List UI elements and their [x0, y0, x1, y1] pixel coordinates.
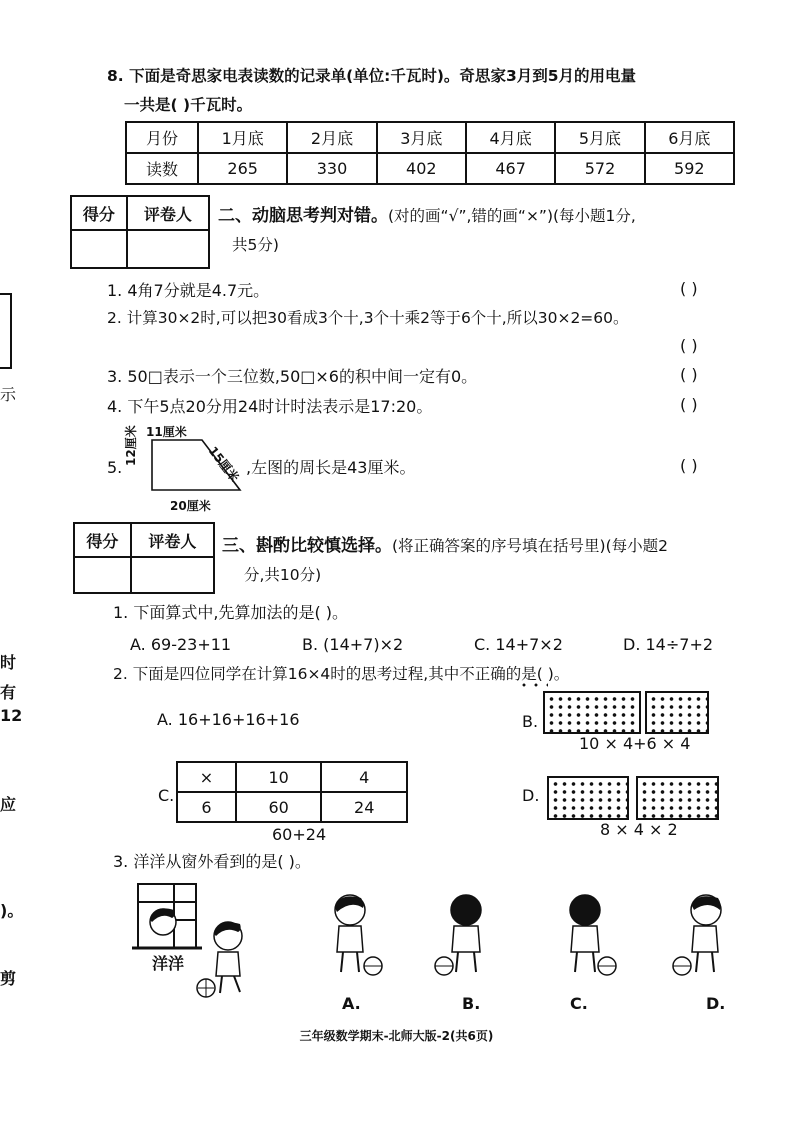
- section3-instruction: (将正确答案的序号填在括号里)(每小题2: [392, 537, 669, 555]
- table-cell: 2月底: [287, 122, 376, 153]
- emphasis-dots: [518, 683, 548, 687]
- margin-char: 剪: [0, 969, 17, 988]
- boy-leg: [474, 952, 476, 972]
- judge-paren-3[interactable]: ( ): [680, 365, 698, 384]
- margin-char: 应: [0, 795, 17, 814]
- judge-item-2: 2. 计算30×2时,可以把30看成3个十,3个十乘2等于6个十,所以30×2=60。: [107, 309, 629, 327]
- table-row: [126, 122, 734, 153]
- score-box: [70, 195, 210, 269]
- section2-instruction: (对的画“√”,错的画“×”)(每小题1分,: [388, 207, 636, 225]
- dot-array-right: [645, 691, 709, 734]
- table-cell: 读数: [126, 153, 198, 184]
- choice-q2-option-b-caption: 10 × 4+6 × 4: [579, 734, 691, 753]
- judge-paren-2[interactable]: ( ): [680, 336, 698, 355]
- boy-leg: [696, 952, 698, 972]
- score-label: 得分: [74, 523, 131, 557]
- choice-q1-option-d[interactable]: D. 14÷7+2: [623, 635, 714, 654]
- page-footer: 三年级数学期末-北师大版-2(共6页): [299, 1029, 494, 1043]
- choice-q2-option-c-caption: 60+24: [272, 825, 327, 844]
- judge-paren-5[interactable]: ( ): [680, 456, 698, 475]
- margin-char: 12: [0, 706, 23, 725]
- choice-q2-option-a[interactable]: A. 16+16+16+16: [157, 710, 300, 729]
- table-cell: 592: [645, 153, 734, 184]
- section2-instruction2: 共5分): [232, 236, 279, 254]
- multiplication-grid: [176, 761, 408, 823]
- section3-title: 三、斟酌比较慎选择。: [222, 536, 392, 556]
- table-cell: 月份: [126, 122, 198, 153]
- choice-q1-option-b[interactable]: B. (14+7)×2: [302, 635, 404, 654]
- view-option-d[interactable]: D.: [706, 994, 726, 1013]
- boy-body: [571, 926, 599, 952]
- view-option-c-figure: [555, 890, 625, 980]
- boy-leg: [593, 952, 595, 972]
- table-cell: 402: [377, 153, 466, 184]
- boy-leg: [357, 952, 359, 972]
- trapezoid-bottom-label: 20厘米: [170, 499, 211, 513]
- trapezoid-left-label: 12厘米: [124, 425, 138, 466]
- grid-cell: 6: [177, 792, 236, 822]
- view-option-a-figure: [317, 890, 387, 980]
- score-cell: [74, 557, 131, 593]
- view-option-a[interactable]: A.: [342, 994, 361, 1013]
- grid-cell: ×: [177, 762, 236, 792]
- margin-char: 时: [0, 653, 17, 672]
- boy-head-back: [451, 895, 481, 925]
- table-cell: 265: [198, 153, 287, 184]
- view-option-b-figure: [430, 890, 500, 980]
- boy-leg: [220, 976, 222, 993]
- boy-body: [337, 926, 363, 952]
- section3-instruction2: 分,共10分): [244, 566, 322, 584]
- grader-cell: [127, 230, 209, 268]
- window-boy-illustration: [128, 878, 268, 1003]
- score-cell: [71, 230, 127, 268]
- choice-q1-option-c[interactable]: C. 14+7×2: [474, 635, 563, 654]
- judge-item-5: ,左图的周长是43厘米。: [246, 458, 416, 477]
- choice-q1-stem: 1. 下面算式中,先算加法的是( )。: [113, 603, 349, 622]
- grid-cell: 4: [321, 762, 407, 792]
- margin-char: 有: [0, 683, 17, 702]
- margin-box: [0, 293, 12, 369]
- view-option-b[interactable]: B.: [462, 994, 481, 1013]
- dot-array-left: [547, 776, 629, 820]
- boy-body: [216, 952, 240, 976]
- view-option-d-figure: [668, 890, 738, 980]
- q8-line1: 8. 下面是奇思家电表读数的记录单(单位:千瓦时)。奇思家3月到5月的用电量: [107, 67, 637, 85]
- table-cell: 3月底: [377, 122, 466, 153]
- judge-item-5-number: 5.: [107, 458, 123, 477]
- boy-leg: [341, 952, 343, 972]
- table-cell: 572: [555, 153, 644, 184]
- grader-label: 评卷人: [127, 196, 209, 230]
- grid-cell: 60: [236, 792, 322, 822]
- table-row: [126, 153, 734, 184]
- section2-title: 二、动脑思考判对错。: [218, 206, 388, 226]
- dot-array-right: [636, 776, 719, 820]
- table-cell: 6月底: [645, 122, 734, 153]
- table-cell: 4月底: [466, 122, 555, 153]
- margin-char: )。: [0, 901, 24, 920]
- table-cell: 1月底: [198, 122, 287, 153]
- view-option-c[interactable]: C.: [570, 994, 588, 1013]
- q8-line2: 一共是( )千瓦时。: [124, 96, 253, 114]
- score-label: 得分: [71, 196, 127, 230]
- judge-paren-1[interactable]: ( ): [680, 279, 698, 298]
- reading-table: [125, 121, 735, 185]
- grader-cell: [131, 557, 214, 593]
- boy-body: [452, 926, 480, 952]
- choice-q2-option-d-caption: 8 × 4 × 2: [600, 820, 678, 839]
- table-cell: 5月底: [555, 122, 644, 153]
- choice-q2-stem: 2. 下面是四位同学在计算16×4时的思考过程,其中不正确的是( )。: [113, 665, 570, 683]
- boy-head-back: [570, 895, 600, 925]
- judge-item-4: 4. 下午5点20分用24时计时法表示是17:20。: [107, 397, 433, 416]
- boy-leg: [575, 952, 577, 972]
- trapezoid-top-label: 11厘米: [146, 425, 187, 439]
- boy-leg: [456, 952, 458, 972]
- boy-body: [692, 926, 718, 952]
- dot-array-left: [543, 691, 641, 734]
- yangyang-label: 洋洋: [152, 954, 185, 973]
- choice-q1-option-a[interactable]: A. 69-23+11: [130, 635, 232, 654]
- judge-item-1: 1. 4角7分就是4.7元。: [107, 281, 270, 300]
- judge-paren-4[interactable]: ( ): [680, 395, 698, 414]
- boy-leg: [234, 976, 240, 992]
- choice-q2-option-d-label[interactable]: D.: [522, 786, 540, 805]
- choice-q2-option-b-label[interactable]: B.: [522, 712, 539, 731]
- choice-q3-stem: 3. 洋洋从窗外看到的是( )。: [113, 852, 311, 871]
- margin-char: 示: [0, 385, 17, 404]
- judge-item-3: 3. 50□表示一个三位数,50□×6的积中间一定有0。: [107, 367, 478, 386]
- score-box: [73, 522, 215, 594]
- table-cell: 330: [287, 153, 376, 184]
- grader-label: 评卷人: [131, 523, 214, 557]
- choice-q2-option-c-label[interactable]: C.: [158, 786, 175, 805]
- trapezoid-right-label: 15厘米: [205, 443, 242, 485]
- grid-cell: 24: [321, 792, 407, 822]
- grid-cell: 10: [236, 762, 322, 792]
- table-cell: 467: [466, 153, 555, 184]
- boy-leg: [712, 952, 714, 972]
